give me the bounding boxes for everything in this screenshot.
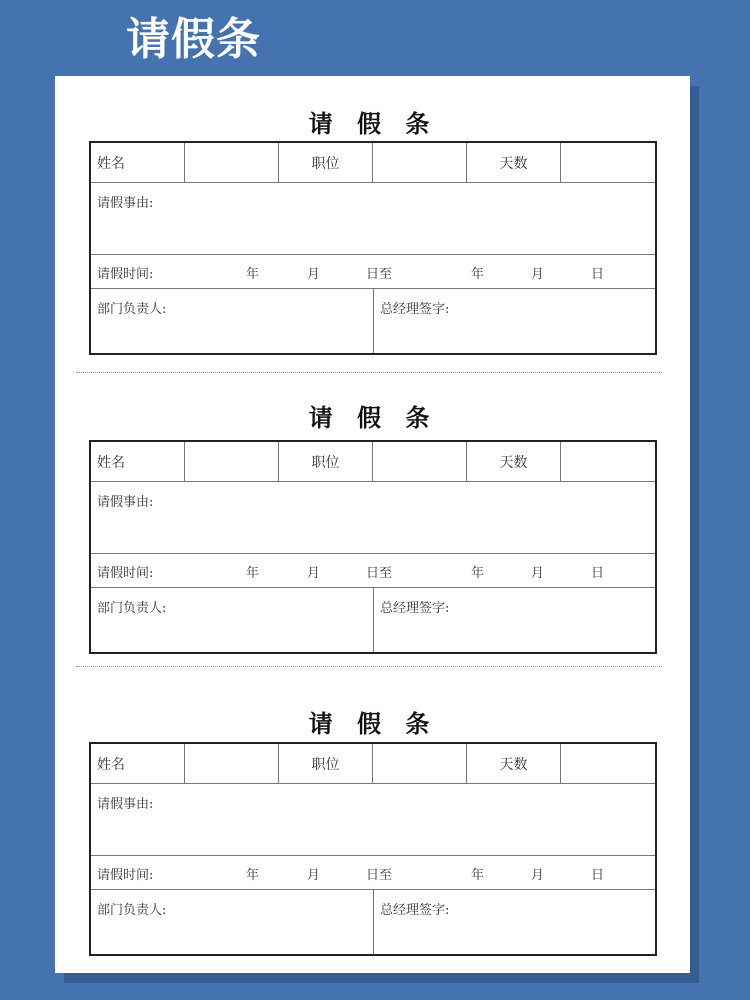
days-field[interactable] [561, 442, 655, 481]
start-month: 月 [307, 868, 321, 883]
name-label: 姓名 [91, 442, 185, 481]
end-year: 年 [471, 868, 485, 883]
leave-slip-sheet [55, 76, 690, 973]
start-month: 月 [307, 267, 321, 282]
position-field[interactable] [373, 143, 467, 182]
row-basic-info [91, 442, 655, 482]
end-day: 日 [591, 267, 605, 282]
gm-sign-label: 总经理签字: [380, 302, 450, 317]
dept-head-field[interactable] [91, 289, 374, 353]
slip-title: 请 假 条 [308, 709, 438, 738]
reason-label: 请假事由: [97, 797, 154, 812]
dept-head-label: 部门负责人: [97, 903, 167, 918]
gm-sign-label: 总经理签字: [380, 903, 450, 918]
start-year: 年 [246, 566, 260, 581]
slip-title: 请 假 条 [308, 109, 438, 138]
position-label: 职位 [279, 442, 373, 481]
end-day: 日 [591, 868, 605, 883]
position-field[interactable] [373, 744, 467, 783]
name-field[interactable] [185, 442, 279, 481]
end-month: 月 [531, 566, 545, 581]
end-year: 年 [471, 566, 485, 581]
end-day: 日 [591, 566, 605, 581]
days-label: 天数 [467, 442, 561, 481]
leave-form [89, 141, 657, 355]
days-field[interactable] [561, 143, 655, 182]
time-label: 请假时间: [97, 566, 154, 581]
days-label: 天数 [467, 143, 561, 182]
days-label: 天数 [467, 744, 561, 783]
signature-row [91, 588, 655, 652]
name-field[interactable] [185, 744, 279, 783]
reason-field[interactable] [91, 482, 655, 554]
name-field[interactable] [185, 143, 279, 182]
reason-field[interactable] [91, 183, 655, 255]
dept-head-field[interactable] [91, 588, 374, 652]
cut-line [76, 666, 662, 667]
end-year: 年 [471, 267, 485, 282]
gm-sign-label: 总经理签字: [380, 601, 450, 616]
days-field[interactable] [561, 744, 655, 783]
leave-form [89, 440, 657, 654]
name-label: 姓名 [91, 143, 185, 182]
leave-form [89, 742, 657, 956]
leave-time-row[interactable] [91, 856, 655, 890]
time-label: 请假时间: [97, 868, 154, 883]
reason-label: 请假事由: [97, 196, 154, 211]
gm-sign-field[interactable] [374, 588, 655, 652]
end-month: 月 [531, 868, 545, 883]
banner-title: 请假条 [126, 14, 261, 65]
start-day-to: 日至 [366, 566, 393, 581]
start-day-to: 日至 [366, 267, 393, 282]
signature-row [91, 890, 655, 954]
reason-field[interactable] [91, 784, 655, 856]
cut-line [76, 372, 662, 373]
slip-title: 请 假 条 [308, 403, 438, 432]
position-label: 职位 [279, 744, 373, 783]
row-basic-info [91, 744, 655, 784]
dept-head-label: 部门负责人: [97, 302, 167, 317]
start-year: 年 [246, 267, 260, 282]
gm-sign-field[interactable] [374, 890, 655, 954]
leave-time-row[interactable] [91, 255, 655, 289]
start-day-to: 日至 [366, 868, 393, 883]
dept-head-label: 部门负责人: [97, 601, 167, 616]
position-label: 职位 [279, 143, 373, 182]
reason-label: 请假事由: [97, 495, 154, 510]
name-label: 姓名 [91, 744, 185, 783]
signature-row [91, 289, 655, 353]
position-field[interactable] [373, 442, 467, 481]
start-month: 月 [307, 566, 321, 581]
end-month: 月 [531, 267, 545, 282]
time-label: 请假时间: [97, 267, 154, 282]
dept-head-field[interactable] [91, 890, 374, 954]
leave-time-row[interactable] [91, 554, 655, 588]
gm-sign-field[interactable] [374, 289, 655, 353]
start-year: 年 [246, 868, 260, 883]
row-basic-info [91, 143, 655, 183]
